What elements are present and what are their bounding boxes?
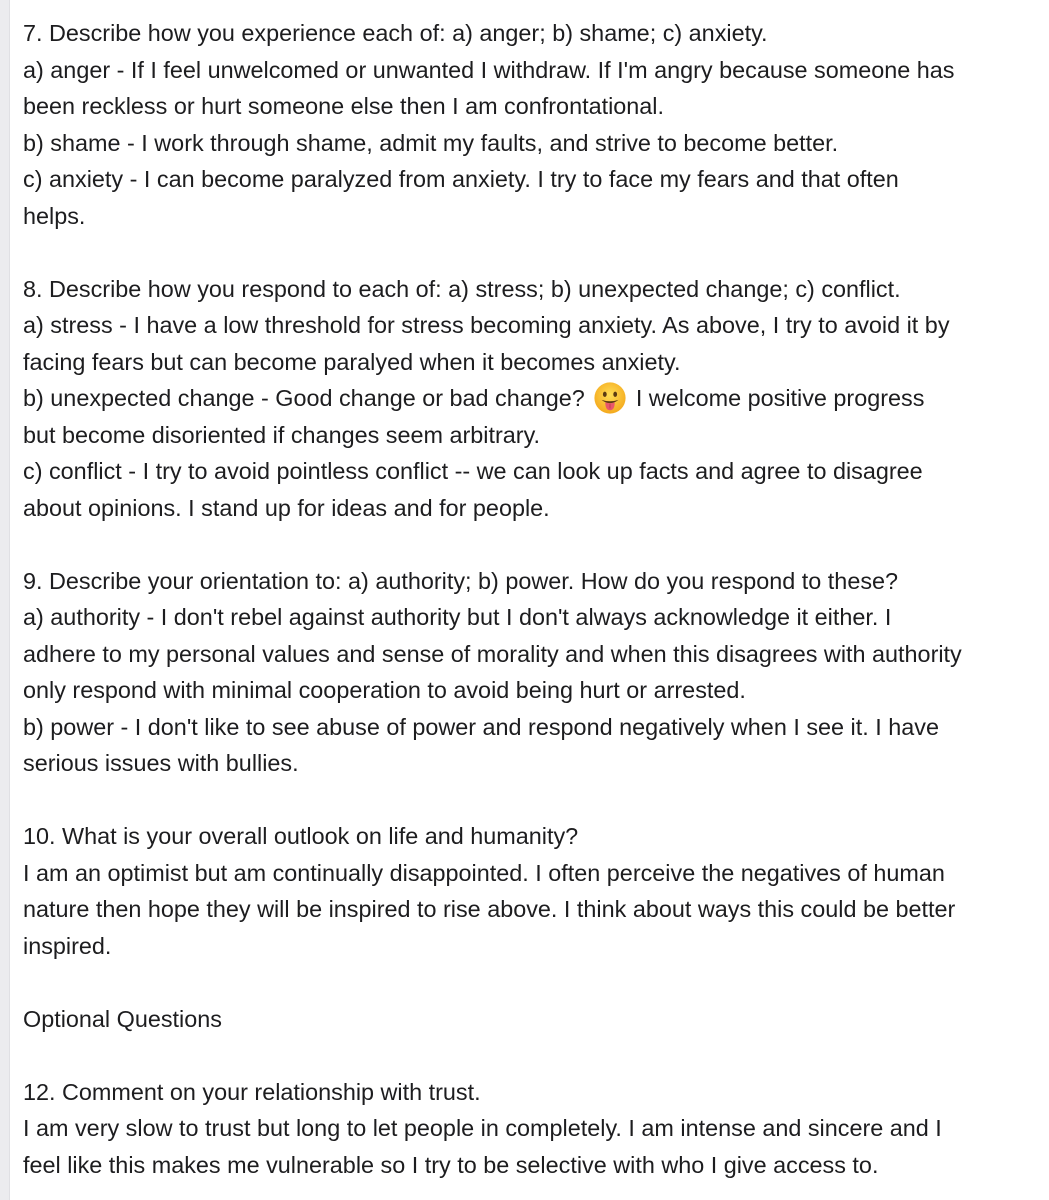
question-9-answer-a-line1: a) authority - I don't rebel against authority but I don't always acknowledge it either. I xyxy=(23,604,892,630)
question-7-title: 7. Describe how you experience each of: a) anger; b) shame; c) anxiety. xyxy=(23,20,768,46)
question-9-answer-b-line2: serious issues with bullies. xyxy=(23,750,299,776)
question-10-answer-line2: nature then hope they will be inspired to rise above. I think about ways this could be better xyxy=(23,896,956,922)
tongue-out-face-icon xyxy=(593,381,627,415)
question-9-block xyxy=(23,563,1039,782)
question-7-answer-b-line1: b) shame - I work through shame, admit my faults, and strive to become better. xyxy=(23,129,839,156)
question-7-answer-c-line1: c) anxiety - I can become paralyzed from anxiety. I try to face my fears and that often xyxy=(23,166,899,192)
question-12-block xyxy=(23,1074,1039,1184)
question-10-block xyxy=(23,818,1039,964)
question-7-answer-a-line2: been reckless or hurt someone else then I am confrontational. xyxy=(23,93,665,119)
question-7-block xyxy=(23,15,1039,234)
question-12-answer-line1: I am very slow to trust but long to let people in completely. I am intense and sincere and I xyxy=(23,1115,942,1141)
question-8-answer-b-text-before: b) unexpected change - Good change or bad change? xyxy=(23,385,585,411)
question-8-answer-c-line2: about opinions. I stand up for ideas and for people. xyxy=(23,494,550,521)
optional-questions-heading: Optional Questions xyxy=(23,1005,222,1032)
question-12-title: 12. Comment on your relationship with trust. xyxy=(23,1078,481,1105)
question-9-answer-a-line3: only respond with minimal cooperation to avoid being hurt or arrested. xyxy=(23,677,746,703)
paragraph-spacer xyxy=(23,782,1039,819)
question-8-answer-c-line1: c) conflict - I try to avoid pointless conflict -- we can look up facts and agree to disagree xyxy=(23,458,923,484)
question-8-answer-b-line2: but become disoriented if changes seem arbitrary. xyxy=(23,421,541,448)
question-10-title: 10. What is your overall outlook on life and humanity? xyxy=(23,823,579,849)
question-8-answer-a-line2: facing fears but can become paralyed when it becomes anxiety. xyxy=(23,348,681,375)
question-9-answer-b-line1: b) power - I don't like to see abuse of power and respond negatively when I see it. I have xyxy=(23,713,939,740)
paragraph-spacer xyxy=(23,964,1039,1001)
question-9-answer-a-line2: adhere to my personal values and sense of morality and when this disagrees with authority xyxy=(23,640,962,667)
left-border-rule xyxy=(0,0,10,1200)
question-8-title: 8. Describe how you respond to each of: a) stress; b) unexpected change; c) conflict. xyxy=(23,275,901,302)
paragraph-spacer xyxy=(23,526,1039,563)
question-10-answer-line1: I am an optimist but am continually disappointed. I often perceive the negatives of human xyxy=(23,859,945,886)
paragraph-spacer xyxy=(23,1037,1039,1074)
question-10-answer-line3: inspired. xyxy=(23,932,112,959)
question-8-block xyxy=(23,271,1039,527)
document-body xyxy=(23,15,1039,1183)
question-8-answer-a-line1: a) stress - I have a low threshold for stress becoming anxiety. As above, I try to avoid it by xyxy=(23,312,950,338)
question-8-answer-b-text-after: I welcome positive progress xyxy=(635,385,925,411)
question-7-answer-c-line2: helps. xyxy=(23,202,86,229)
question-7-answer-a-line1: a) anger - If I feel unwelcomed or unwanted I withdraw. If I'm angry because someone has xyxy=(23,56,955,83)
paragraph-spacer xyxy=(23,234,1039,271)
question-9-title: 9. Describe your orientation to: a) authority; b) power. How do you respond to these? xyxy=(23,567,899,594)
question-12-answer-line2: feel like this makes me vulnerable so I try to be selective with who I give access to. xyxy=(23,1151,879,1178)
question-8-answer-b-line1 xyxy=(23,380,1039,417)
